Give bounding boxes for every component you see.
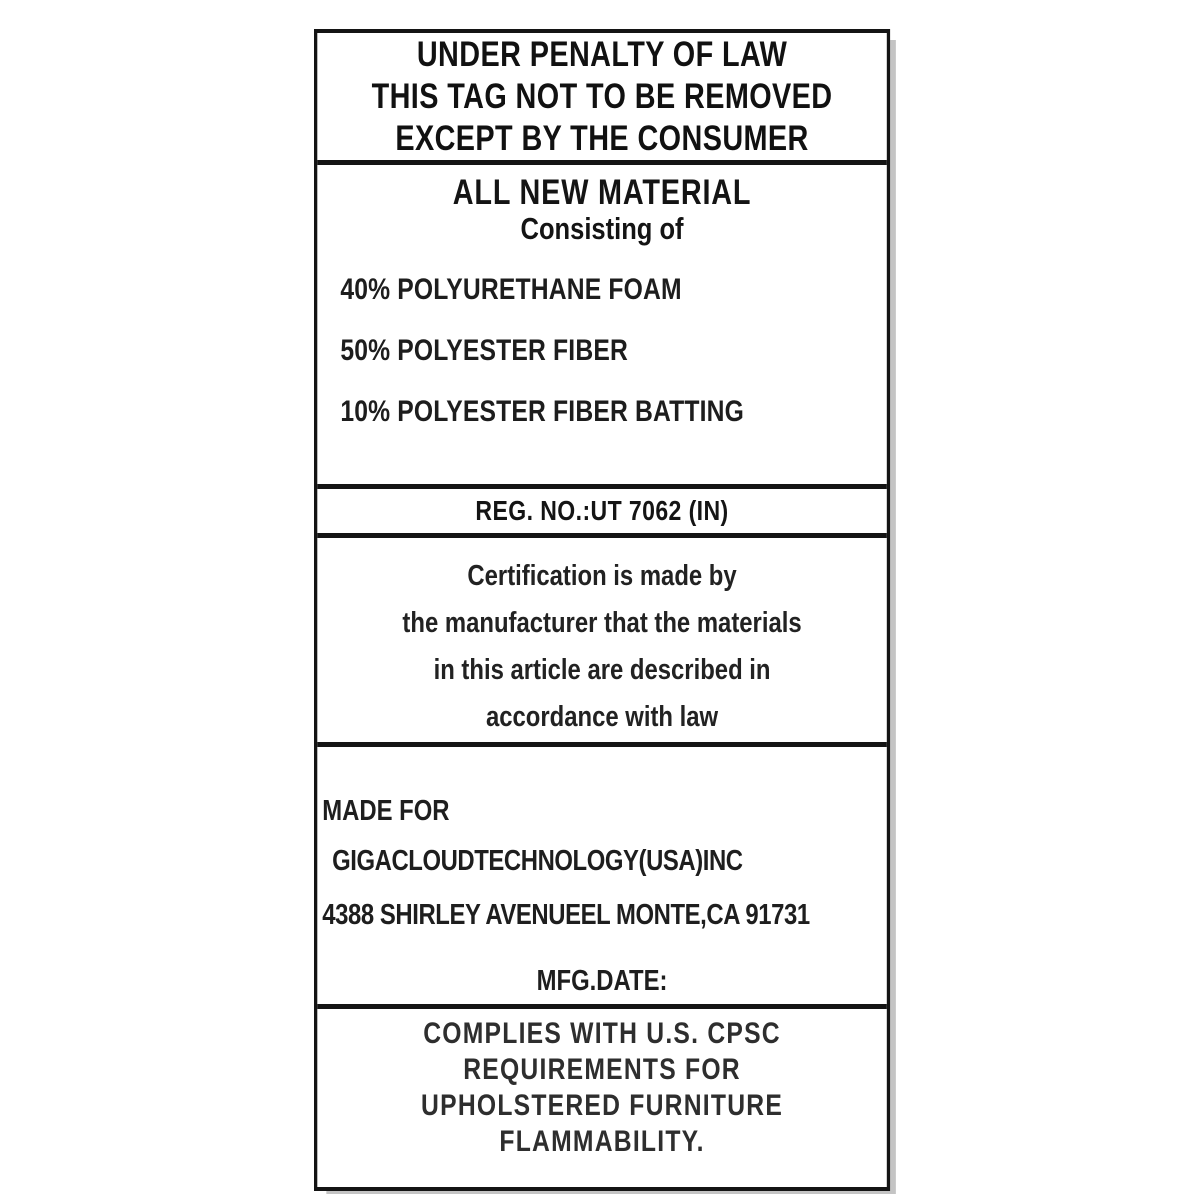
materials-subtitle: Consisting of xyxy=(520,211,684,246)
law-label-tag xyxy=(314,29,890,1191)
compliance-line: FLAMMABILITY. xyxy=(499,1125,705,1158)
certification-line: Certification is made by xyxy=(467,560,737,592)
compliance-line: COMPLIES WITH U.S. CPSC xyxy=(423,1017,781,1050)
certification-line: accordance with law xyxy=(485,701,719,733)
certification-line: in this article are described in xyxy=(433,654,771,686)
certification-section xyxy=(317,538,887,747)
company-name: GIGACLOUDTECHNOLOGY(USA)INC xyxy=(332,845,743,877)
made-for-label: MADE FOR xyxy=(322,795,450,827)
certification-line: the manufacturer that the materials xyxy=(402,607,802,639)
penalty-warning-line: THIS TAG NOT TO BE REMOVED xyxy=(371,76,833,116)
mfg-date-label: MFG.DATE: xyxy=(536,965,668,997)
made-for-section xyxy=(317,747,887,1009)
compliance-section xyxy=(317,1009,887,1187)
company-address: 4388 SHIRLEY AVENUEEL MONTE,CA 91731 xyxy=(322,899,810,931)
compliance-line: UPHOLSTERED FURNITURE xyxy=(421,1089,784,1122)
material-item: 40% POLYURETHANE FOAM xyxy=(340,273,682,306)
penalty-warning-section xyxy=(317,33,887,165)
reg-no-text: REG. NO.:UT 7062 (IN) xyxy=(475,495,729,526)
penalty-warning-line: EXCEPT BY THE CONSUMER xyxy=(395,118,809,158)
penalty-warning-line: UNDER PENALTY OF LAW xyxy=(416,34,788,74)
compliance-line: REQUIREMENTS FOR xyxy=(463,1053,741,1086)
registration-section xyxy=(317,489,887,538)
material-item: 10% POLYESTER FIBER BATTING xyxy=(340,395,745,428)
material-item: 50% POLYESTER FIBER xyxy=(340,334,628,367)
materials-section xyxy=(317,165,887,489)
materials-title: ALL NEW MATERIAL xyxy=(452,173,752,212)
